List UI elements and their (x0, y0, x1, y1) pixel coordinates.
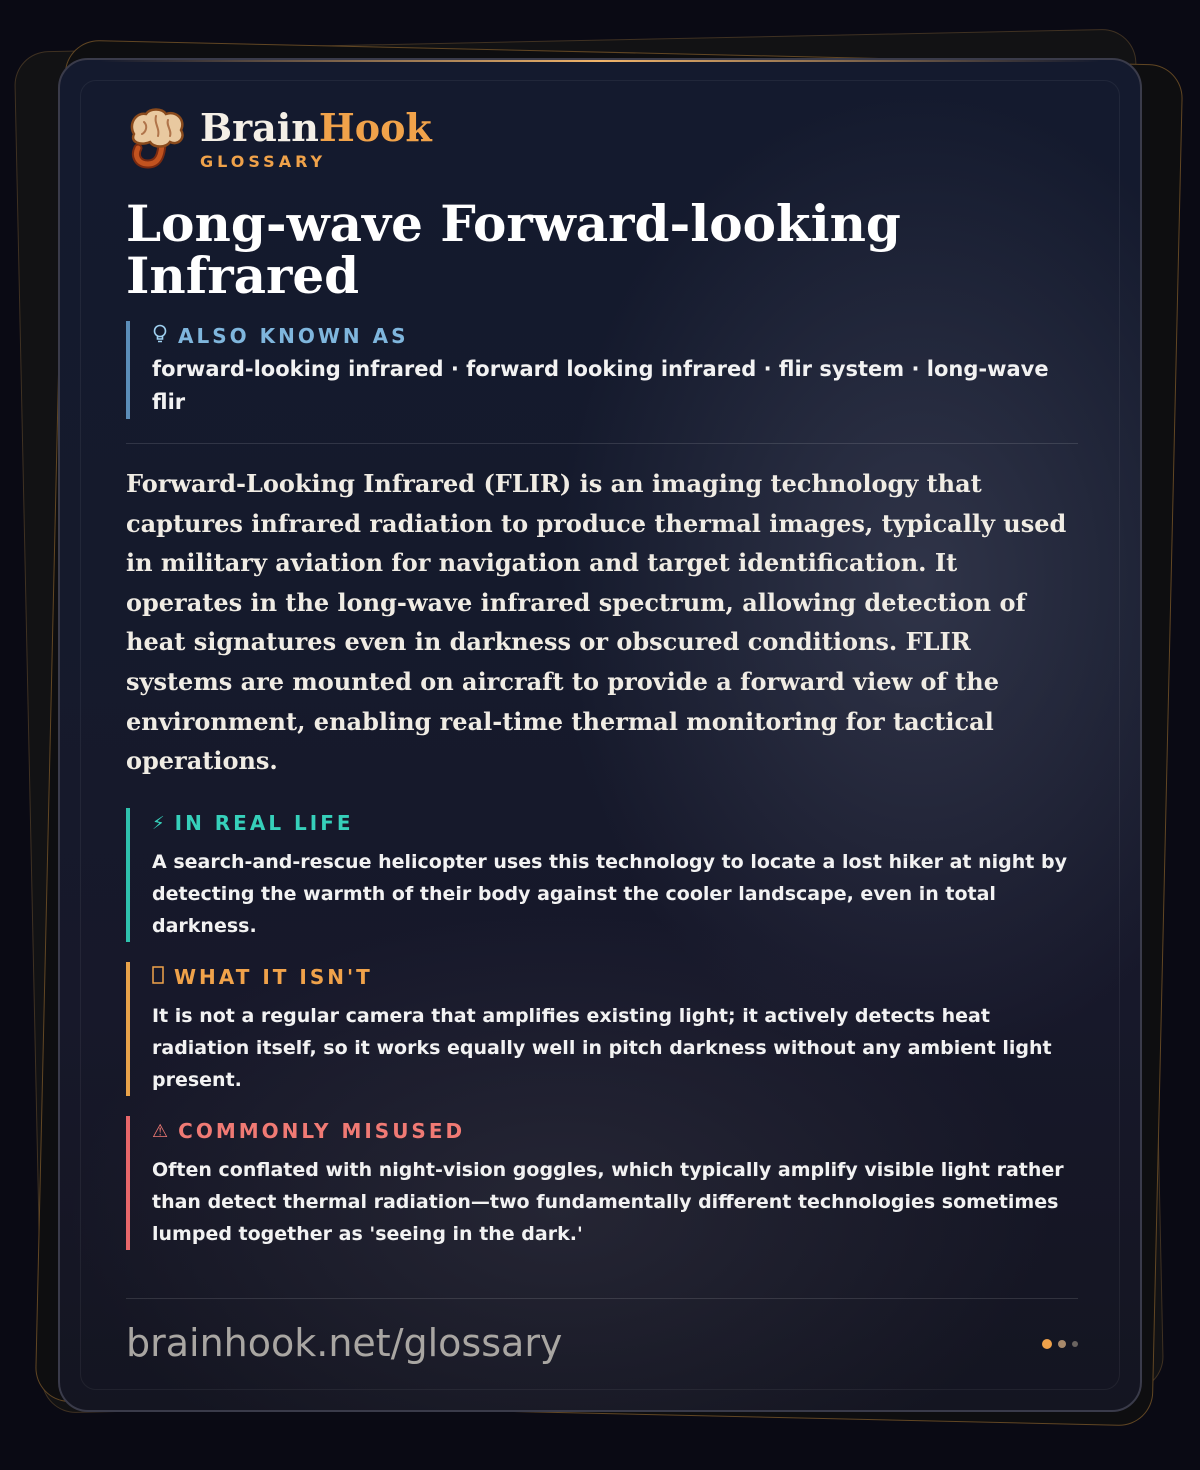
indicator-dot (1058, 1340, 1066, 1348)
also-known-as-text: forward-looking infrared · forward looking infrared · flir system · long-wave flir (152, 357, 1049, 414)
in-real-life-heading (152, 808, 1078, 838)
brand-name-part2: Hook (318, 105, 432, 150)
brand-logo (126, 106, 432, 171)
footer-divider (126, 1298, 1078, 1299)
what-it-isnt-label: WHAT IT ISN'T (174, 965, 373, 989)
warning-icon: ⚠ (152, 1120, 169, 1142)
section-divider (126, 443, 1078, 444)
also-known-as-label: ALSO KNOWN AS (178, 324, 409, 348)
what-it-isnt-text: It is not a regular camera that amplifies existing light; it actively detects heat radiation itself, so it works equally well in pitch darkness without any ambient light present. (152, 1005, 1052, 1091)
card-top-accent (100, 60, 1100, 62)
no-entry-icon (152, 965, 164, 990)
lightning-icon: ⚡ (152, 812, 165, 834)
commonly-misused-text: Often conflated with night-vision goggles, which typically amplify visible light rather than detect thermal radiation—two fundamentally different technologies sometimes lumped together as 'seeing in the dark.' (152, 1159, 1064, 1245)
brand-name-part1: Brain (200, 105, 319, 150)
term-title: Long-wave Forward-looking Infrared (126, 194, 901, 305)
commonly-misused-label: COMMONLY MISUSED (178, 1119, 466, 1143)
footer-url-link[interactable]: brainhook.net/glossary (126, 1321, 563, 1365)
brand-text (200, 106, 432, 171)
glossary-card (58, 58, 1142, 1412)
commonly-misused-heading (152, 1116, 1078, 1146)
in-real-life-label: IN REAL LIFE (174, 811, 354, 835)
also-known-as-section (126, 321, 1078, 419)
what-it-isnt-heading (152, 962, 1078, 992)
indicator-dot (1042, 1339, 1052, 1349)
brand-subtitle: GLOSSARY (200, 152, 327, 171)
page-indicator-dots (1036, 1339, 1078, 1349)
brand-name (200, 106, 432, 150)
in-real-life-text: A search-and-rescue helicopter uses this technology to locate a lost hiker at night by detecting the warmth of their body against the cooler landscape, even in total darkness. (152, 851, 1067, 937)
brain-hook-icon (126, 106, 186, 170)
indicator-dot (1072, 1341, 1078, 1347)
what-it-isnt-section (126, 962, 1078, 1096)
lightbulb-icon (152, 324, 168, 349)
in-real-life-section (126, 808, 1078, 942)
commonly-misused-section (126, 1116, 1078, 1250)
also-known-as-heading (152, 321, 1078, 351)
term-definition: Forward-Looking Infrared (FLIR) is an imaging technology that captures infrared radiation to produce thermal images, typically used in military aviation for navigation and target identification. It operates in the long-wave infrared spectrum, allowing detection of heat signatures even in darkness or obscured conditions. FLIR systems are mounted on aircraft to provide a forward view of the environment, enabling real-time thermal monitoring for tactical operations. (126, 469, 1067, 776)
